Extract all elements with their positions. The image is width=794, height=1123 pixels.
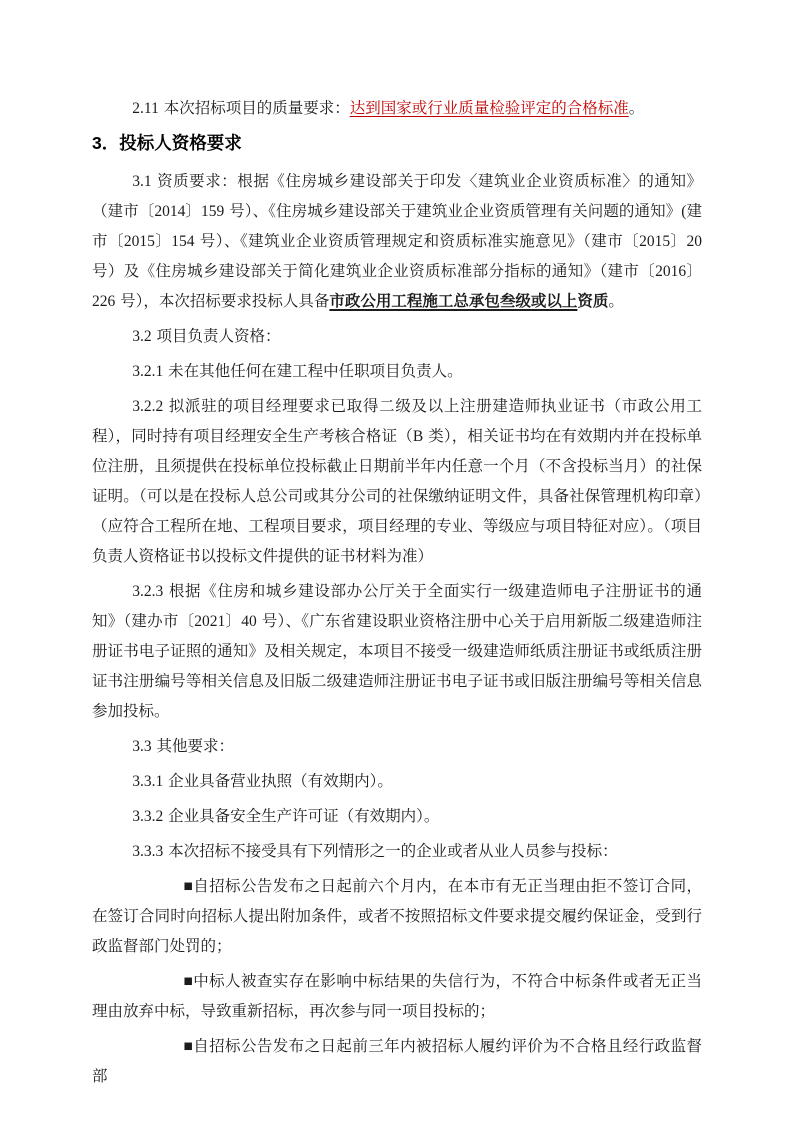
disqualification-item-1: ■自招标公告发布之日起前六个月内，在本市有无正当理由拒不签订合同，在签订合同时向招标人提出附加条件，或者不按照招标文件要求提交履约保证金，受到行政监督部门处罚的； [92,878,702,955]
qualification-grade-underline: 市政公用工程施工总承包叁级或以上 [329,293,578,310]
clause-3-3-other-requirements: 3.3 其他要求： [132,738,235,755]
clause-3-3-2: 3.3.2 企业具备安全生产许可证（有效期内）。 [132,808,440,825]
section-3-heading: 3．投标人资格要求 [92,133,242,153]
clause-2-11-quality-requirement [92,94,702,124]
clause-3-3-3: 3.3.3 本次招标不接受具有下列情形之一的企业或者从业人员参与投标： [132,843,618,860]
clause-3-1-text: 3.1 资质要求：根据《住房城乡建设部关于印发〈建筑业企业资质标准〉的通知》（建市〔2014〕159 号）、《住房城乡建设部关于建筑业企业资质管理有关问题的通知》(建市〔2015〕154 号）、《建筑业企业资质管理规定和资质标准实施意见》（建市〔2015〕20 号）及《住房城乡建设部关于简化建筑业企业资质标准部分指标的通知》（建市〔2016〕226 号），本次招标要求投标人具备 [92,173,702,310]
clause-3-2-3: 3.2.3 根据《住房和城乡建设部办公厅关于全面实行一级建造师电子注册证书的通知》（建办市〔2021〕40 号）、《广东省建设职业资格注册中心关于启用新版二级建造师注册证书电子证照的通知》及相关规定，本项目不接受一级建造师纸质注册证书或纸质注册证书注册编号等相关信息及旧版二级建造师注册证书电子证书或旧版注册编号等相关信息参加投标。 [92,583,702,720]
clause-3-2-1: 3.2.1 未在其他任何在建工程中任职项目负责人。 [132,363,463,380]
clause-2-11-period: 。 [628,100,645,117]
clause-3-2-project-leader: 3.2 项目负责人资格： [132,328,281,345]
clause-3-3-1: 3.3.1 企业具备营业执照（有效期内）。 [132,773,393,790]
clause-3-1-period: 。 [608,293,624,310]
qualification-grade-bold-tail: 资质 [577,293,609,310]
disqualification-item-3: ■自招标公告发布之日起前三年内被招标人履约评价为不合格且经行政监督部 [92,1038,702,1085]
clause-3-2-2: 3.2.2 拟派驻的项目经理要求已取得二级及以上注册建造师执业证书（市政公用工程），同时持有项目经理安全生产考核合格证（B 类），相关证书均在有效期内并在投标单位注册，且须提供在投标单位投标截止日期前半年内任意一个月（不含投标当月）的社保证明。（可以是在投标人总公司或其分公司的社保缴纳证明文件，具备社保管理机构印章）（应符合工程所在地、工程项目要求，项目经理的专业、等级应与项目特征对应）。（项目负责人资格证书以投标文件提供的证书材料为准） [92,398,702,565]
disqualification-item-2: ■中标人被查实存在影响中标结果的失信行为，不符合中标条件或者无正当理由放弃中标，导致重新招标，再次参与同一项目投标的； [92,973,702,1020]
clause-2-11-label: 2.11 本次招标项目的质量要求： [132,100,350,117]
quality-standard-underline: 达到国家或行业质量检验评定的合格标准 [349,100,629,117]
clause-3-1-qualification-requirement [92,167,702,317]
